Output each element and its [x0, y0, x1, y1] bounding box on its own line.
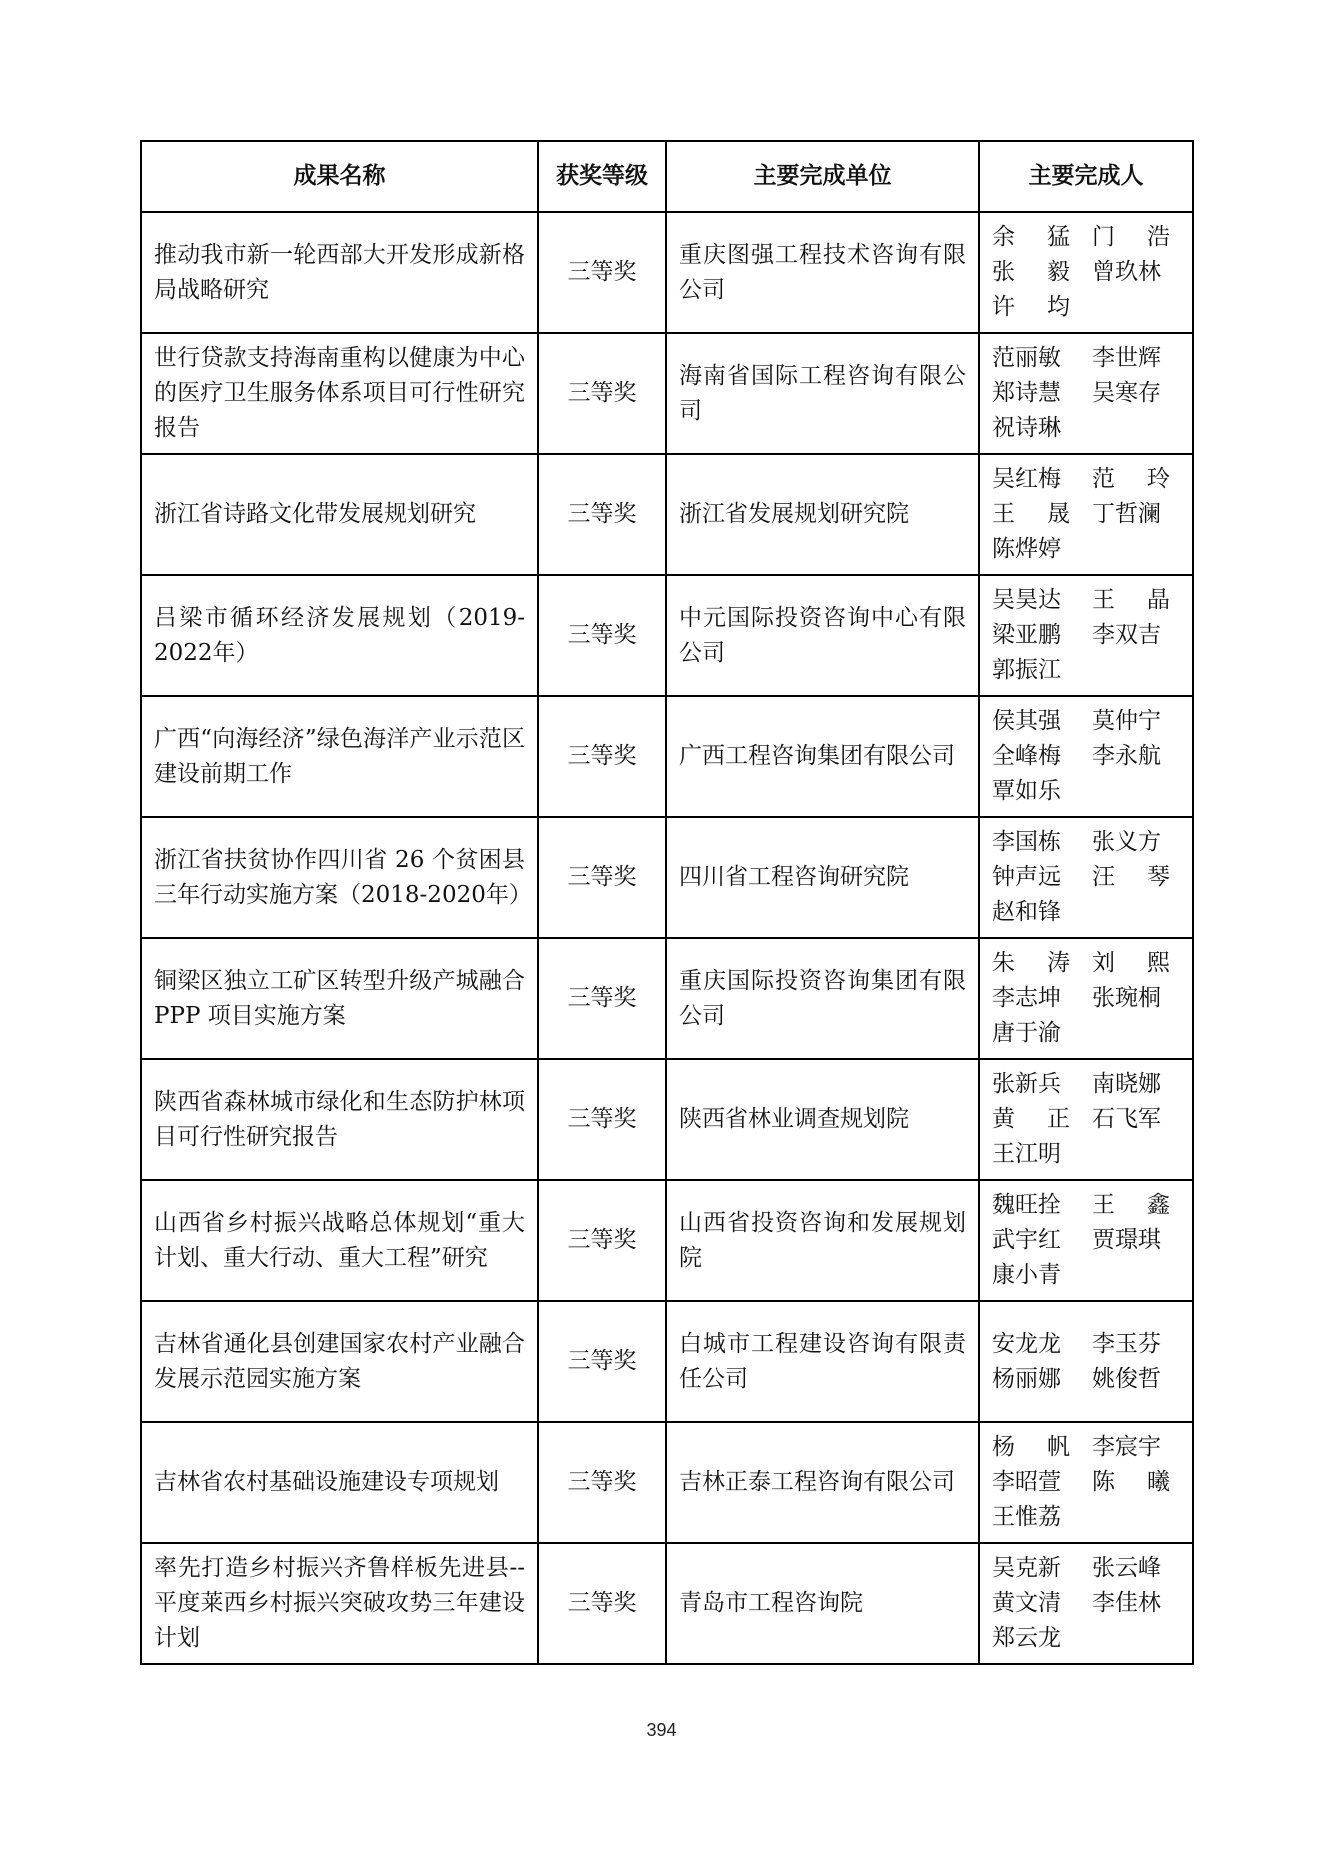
person-name: 李志坤	[992, 985, 1061, 1011]
person-name: 陈 曦	[1092, 1469, 1170, 1495]
award-level-cell: 三等奖	[538, 454, 666, 575]
person-name: 梁亚鹏	[992, 622, 1061, 648]
table-row	[141, 454, 1193, 575]
table-row	[141, 1180, 1193, 1301]
award-level-cell: 三等奖	[538, 212, 666, 333]
achievement-name-cell: 铜梁区独立工矿区转型升级产城融合 PPP 项目实施方案	[141, 938, 538, 1059]
people-list	[992, 1327, 1180, 1397]
person-name: 南晓娜	[1092, 1071, 1161, 1097]
person-name: 郭振江	[992, 657, 1061, 683]
person-name: 石飞军	[1092, 1106, 1161, 1132]
achievement-name-cell: 推动我市新一轮西部大开发形成新格局战略研究	[141, 212, 538, 333]
main-unit-cell: 海南省国际工程咨询有限公司	[666, 333, 979, 454]
achievement-name-cell: 吉林省通化县创建国家农村产业融合发展示范园实施方案	[141, 1301, 538, 1422]
main-people-cell	[979, 1180, 1193, 1301]
main-people-cell	[979, 575, 1193, 696]
person-name: 刘 熙	[1092, 950, 1170, 976]
main-unit-cell: 吉林正泰工程咨询有限公司	[666, 1422, 979, 1543]
person-name: 朱 涛	[992, 950, 1070, 976]
header-achievement-name: 成果名称	[141, 141, 538, 212]
people-list	[992, 220, 1180, 325]
main-unit-cell: 重庆图强工程技术咨询有限公司	[666, 212, 979, 333]
table-row	[141, 212, 1193, 333]
table-body	[141, 212, 1193, 1664]
main-people-cell	[979, 938, 1193, 1059]
main-unit-cell: 白城市工程建设咨询有限责任公司	[666, 1301, 979, 1422]
header-main-unit: 主要完成单位	[666, 141, 979, 212]
page-number: 394	[646, 1720, 677, 1740]
person-name: 安龙龙	[992, 1330, 1061, 1357]
person-name: 魏旺拴	[992, 1192, 1061, 1218]
person-name: 王江明	[992, 1141, 1061, 1167]
person-name: 曾玖林	[1092, 259, 1161, 285]
main-unit-cell: 广西工程咨询集团有限公司	[666, 696, 979, 817]
person-name: 黄文清	[992, 1590, 1061, 1616]
table-header-row	[141, 141, 1193, 212]
person-name: 全峰梅	[992, 743, 1061, 769]
people-list	[992, 1430, 1180, 1535]
person-name: 康小青	[992, 1262, 1061, 1288]
award-level-cell: 三等奖	[538, 1059, 666, 1180]
person-name: 张 毅	[992, 259, 1070, 285]
person-name: 张义方	[1092, 829, 1161, 855]
people-list	[992, 1067, 1180, 1172]
person-name: 门 浩	[1092, 224, 1170, 250]
person-name: 王惟荔	[992, 1504, 1061, 1530]
header-main-people: 主要完成人	[979, 141, 1193, 212]
person-name: 丁哲澜	[1092, 501, 1161, 527]
person-name: 祝诗琳	[992, 415, 1061, 441]
achievement-name-cell: 世行贷款支持海南重构以健康为中心的医疗卫生服务体系项目可行性研究报告	[141, 333, 538, 454]
person-name: 余 猛	[992, 224, 1070, 250]
table-row	[141, 575, 1193, 696]
person-name: 吴克新	[992, 1555, 1061, 1581]
person-name: 武宇红	[992, 1227, 1061, 1253]
person-name: 范 玲	[1092, 466, 1170, 492]
table-row	[141, 1543, 1193, 1664]
person-name: 李宸宇	[1092, 1434, 1161, 1460]
award-level-cell: 三等奖	[538, 333, 666, 454]
main-unit-cell: 青岛市工程咨询院	[666, 1543, 979, 1664]
award-level-cell: 三等奖	[538, 1301, 666, 1422]
person-name: 杨丽娜	[992, 1365, 1061, 1392]
people-list	[992, 704, 1180, 809]
person-name: 陈烨婷	[992, 536, 1061, 562]
people-list	[992, 341, 1180, 446]
achievement-name-cell: 浙江省诗路文化带发展规划研究	[141, 454, 538, 575]
awards-table	[140, 140, 1194, 1665]
person-name: 唐于渝	[992, 1020, 1061, 1046]
person-name: 汪 琴	[1092, 864, 1170, 890]
person-name: 李双吉	[1092, 622, 1161, 648]
person-name: 吴寒存	[1092, 380, 1161, 406]
people-list	[992, 1551, 1180, 1656]
people-list	[992, 825, 1180, 930]
main-people-cell	[979, 696, 1193, 817]
person-name: 张云峰	[1092, 1555, 1161, 1581]
table-row	[141, 1301, 1193, 1422]
award-level-cell: 三等奖	[538, 1543, 666, 1664]
person-name: 郑诗慧	[992, 380, 1061, 406]
person-name: 范丽敏	[992, 345, 1061, 371]
award-level-cell: 三等奖	[538, 817, 666, 938]
achievement-name-cell: 山西省乡村振兴战略总体规划“重大计划、重大行动、重大工程”研究	[141, 1180, 538, 1301]
award-level-cell: 三等奖	[538, 696, 666, 817]
person-name: 李昭萱	[992, 1469, 1061, 1495]
person-name: 贾璟琪	[1092, 1227, 1161, 1253]
person-name: 许 均	[992, 294, 1070, 320]
person-name: 李佳林	[1092, 1590, 1161, 1616]
award-level-cell: 三等奖	[538, 1180, 666, 1301]
main-unit-cell: 浙江省发展规划研究院	[666, 454, 979, 575]
person-name: 吴红梅	[992, 466, 1061, 492]
main-people-cell	[979, 1059, 1193, 1180]
award-level-cell: 三等奖	[538, 938, 666, 1059]
person-name: 钟声远	[992, 864, 1061, 890]
person-name: 黄 正	[992, 1106, 1070, 1132]
person-name: 覃如乐	[992, 778, 1061, 804]
achievement-name-cell: 吕梁市循环经济发展规划（2019-2022年）	[141, 575, 538, 696]
table-row	[141, 333, 1193, 454]
achievement-name-cell: 率先打造乡村振兴齐鲁样板先进县--平度莱西乡村振兴突破攻势三年建设计划	[141, 1543, 538, 1664]
main-unit-cell: 重庆国际投资咨询集团有限公司	[666, 938, 979, 1059]
achievement-name-cell: 广西“向海经济”绿色海洋产业示范区建设前期工作	[141, 696, 538, 817]
achievement-name-cell: 吉林省农村基础设施建设专项规划	[141, 1422, 538, 1543]
main-people-cell	[979, 333, 1193, 454]
main-unit-cell: 四川省工程咨询研究院	[666, 817, 979, 938]
person-name: 张琬桐	[1092, 985, 1161, 1011]
people-list	[992, 583, 1180, 688]
main-people-cell	[979, 817, 1193, 938]
people-list	[992, 462, 1180, 567]
person-name: 杨 帆	[992, 1434, 1070, 1460]
main-people-cell	[979, 1422, 1193, 1543]
person-name: 王 鑫	[1092, 1192, 1170, 1218]
person-name: 莫仲宁	[1092, 708, 1161, 734]
person-name: 张新兵	[992, 1071, 1061, 1097]
main-unit-cell: 山西省投资咨询和发展规划院	[666, 1180, 979, 1301]
person-name: 李世辉	[1092, 345, 1161, 371]
people-list	[992, 946, 1180, 1051]
person-name: 李国栋	[992, 829, 1061, 855]
main-people-cell	[979, 454, 1193, 575]
main-people-cell	[979, 1301, 1193, 1422]
main-people-cell	[979, 1543, 1193, 1664]
achievement-name-cell: 陕西省森林城市绿化和生态防护林项目可行性研究报告	[141, 1059, 538, 1180]
achievement-name-cell: 浙江省扶贫协作四川省 26 个贫困县三年行动实施方案（2018-2020年）	[141, 817, 538, 938]
main-people-cell	[979, 212, 1193, 333]
person-name: 姚俊哲	[1092, 1365, 1161, 1392]
person-name: 吴昊达	[992, 587, 1061, 613]
award-level-cell: 三等奖	[538, 575, 666, 696]
main-unit-cell: 陕西省林业调查规划院	[666, 1059, 979, 1180]
table-row	[141, 1422, 1193, 1543]
award-level-cell: 三等奖	[538, 1422, 666, 1543]
person-name: 郑云龙	[992, 1625, 1061, 1651]
main-unit-cell: 中元国际投资咨询中心有限公司	[666, 575, 979, 696]
person-name: 赵和锋	[992, 899, 1061, 925]
person-name: 王 晟	[992, 501, 1070, 527]
table-row	[141, 1059, 1193, 1180]
person-name: 王 晶	[1092, 587, 1170, 613]
table-row	[141, 938, 1193, 1059]
person-name: 李玉芬	[1092, 1330, 1161, 1357]
table-row	[141, 817, 1193, 938]
person-name: 侯其强	[992, 708, 1061, 734]
table-row	[141, 696, 1193, 817]
header-award-level: 获奖等级	[538, 141, 666, 212]
person-name: 李永航	[1092, 743, 1161, 769]
people-list	[992, 1188, 1180, 1293]
